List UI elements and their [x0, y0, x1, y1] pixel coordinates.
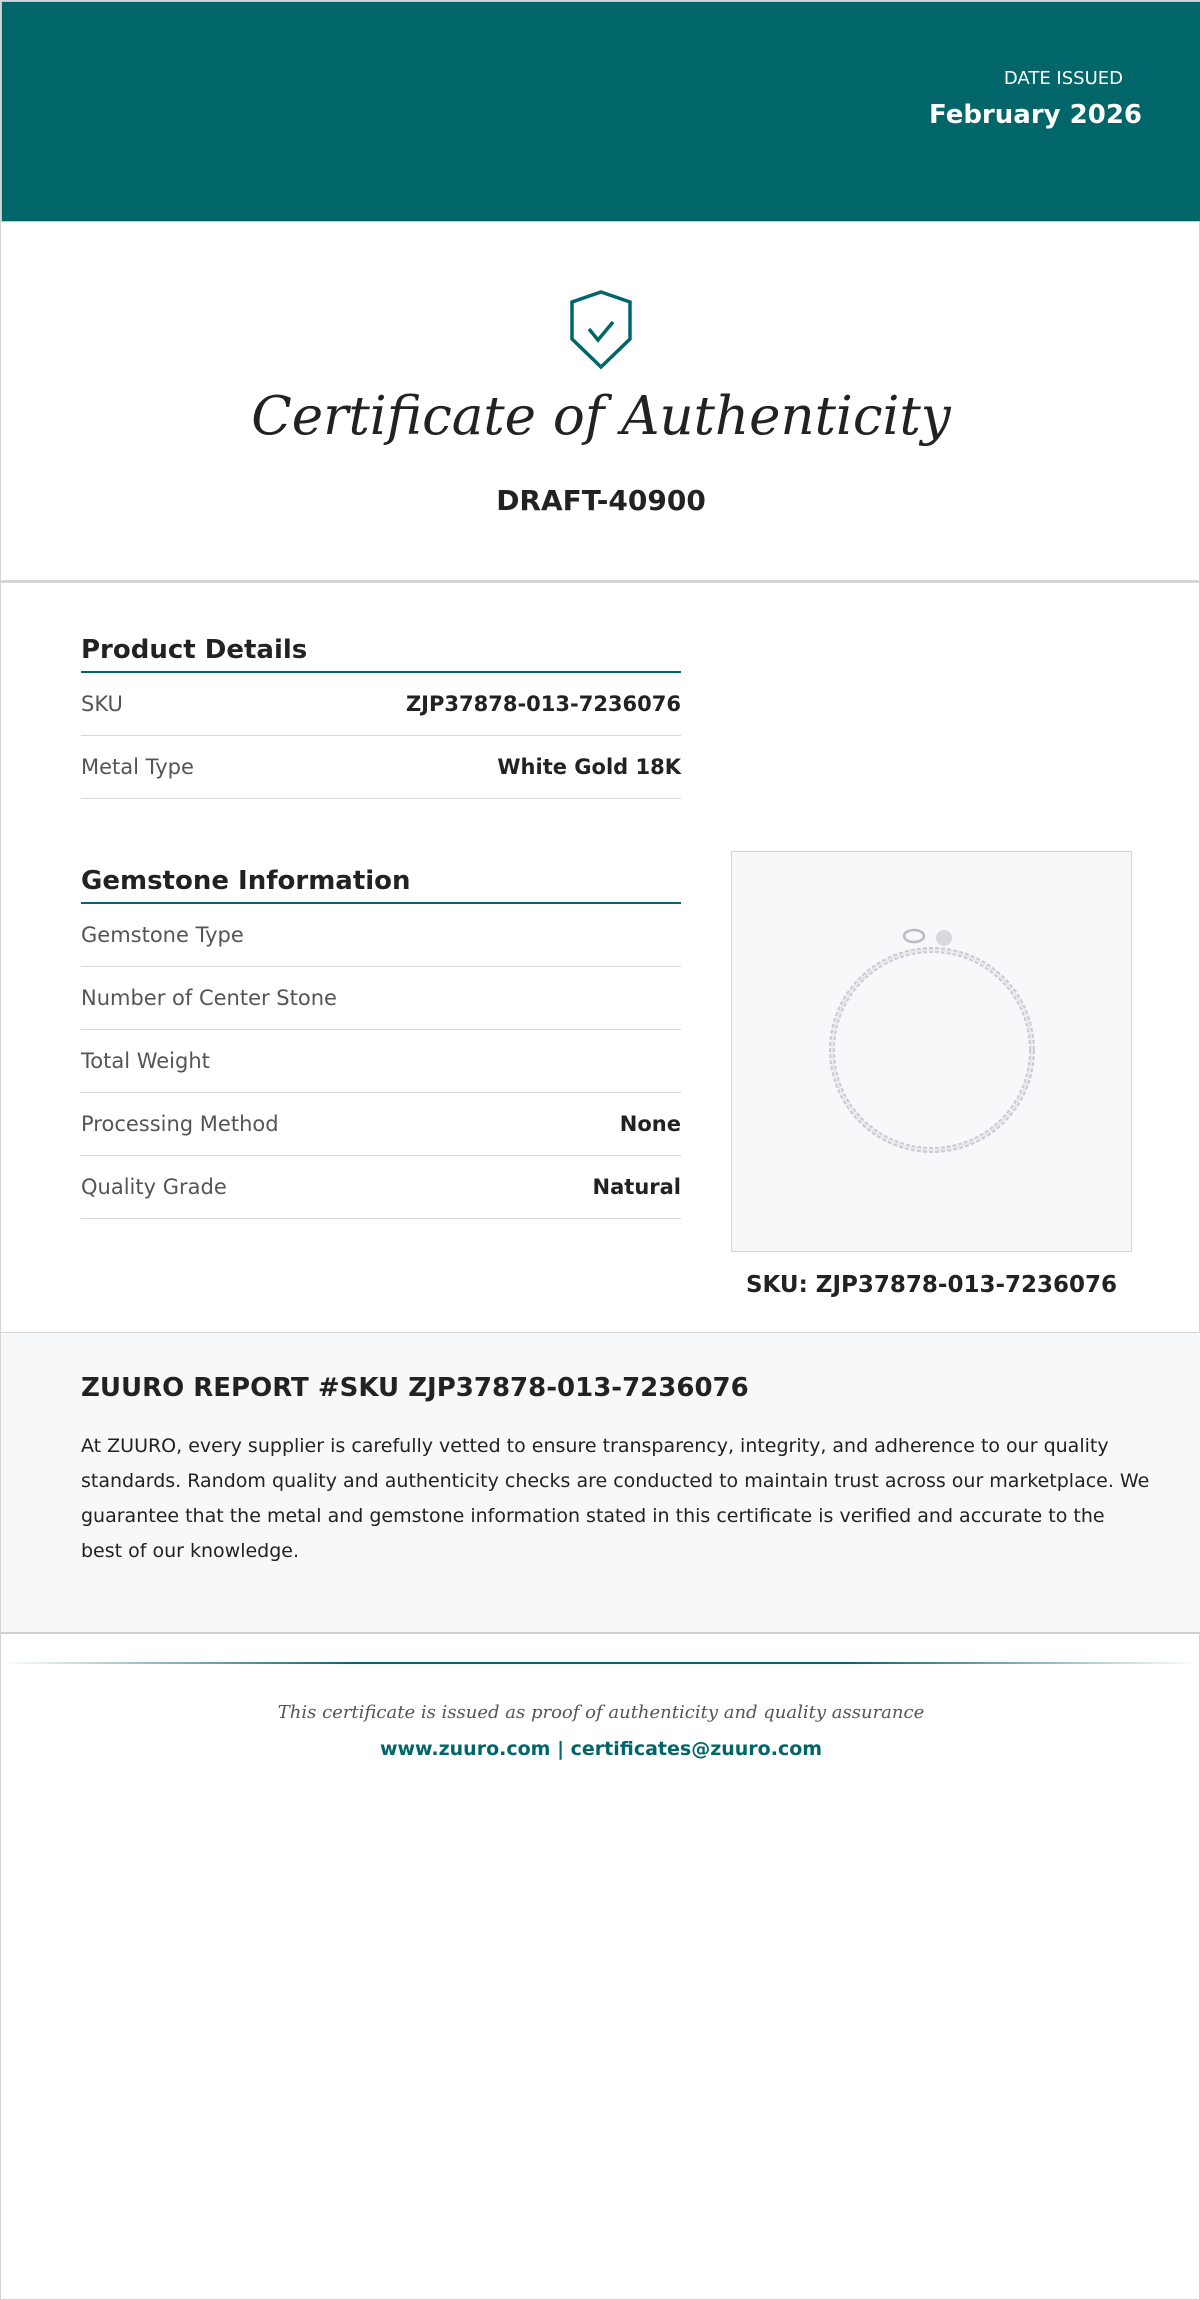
- row-value: White Gold 18K: [497, 755, 681, 779]
- footer-contact-link[interactable]: www.zuuro.com | certificates@zuuro.com: [379, 1738, 823, 1760]
- date-issued-value: February 2026: [928, 100, 1142, 130]
- detail-row: [81, 1030, 681, 1093]
- detail-row: [81, 673, 681, 736]
- row-label: SKU: [81, 692, 123, 716]
- detail-row: [81, 736, 681, 799]
- footer-divider: [1, 1662, 1200, 1664]
- section-heading: Product Details: [81, 623, 681, 673]
- section-heading: Gemstone Information: [81, 854, 681, 904]
- product-image: [731, 851, 1132, 1252]
- row-value: None: [619, 1112, 681, 1136]
- footer-tagline: This certificate is issued as proof of authenticity and quality assurance: [277, 1702, 925, 1723]
- gemstone-info-section: [81, 854, 681, 1219]
- report-heading: ZUURO REPORT #SKU ZJP37878-013-7236076: [81, 1373, 749, 1403]
- row-label: Quality Grade: [81, 1175, 227, 1199]
- row-label: Number of Center Stone: [81, 986, 337, 1010]
- report-body: At ZUURO, every supplier is carefully vetted to ensure transparency, integrity, and adherence to our quality standards. Random quality and authenticity checks are conducted to maintain trust across our marketplace. We guarantee that the metal and gemstone information stated in this certificate is verified and accurate to the best of our knowledge.: [81, 1435, 1150, 1562]
- date-issued-label: DATE ISSUED: [1003, 68, 1123, 89]
- divider: [1, 580, 1200, 583]
- certificate-id: DRAFT-40900: [496, 484, 706, 517]
- bracelet-image: [732, 852, 1131, 1251]
- row-label: Metal Type: [81, 755, 194, 779]
- shield-check-icon: [569, 289, 633, 369]
- detail-row: [81, 967, 681, 1030]
- image-caption: SKU: ZJP37878-013-7236076: [745, 1272, 1118, 1298]
- product-details-section: [81, 623, 681, 799]
- report-section: [1, 1332, 1200, 1634]
- row-label: Total Weight: [81, 1049, 210, 1073]
- page-title: Certificate of Authenticity: [251, 386, 951, 447]
- detail-row: [81, 904, 681, 967]
- detail-row: [81, 1093, 681, 1156]
- header-banner: [1, 1, 1200, 222]
- row-value: Natural: [592, 1175, 681, 1199]
- detail-row: [81, 1156, 681, 1219]
- row-label: Processing Method: [81, 1112, 279, 1136]
- row-value: ZJP37878-013-7236076: [405, 692, 681, 716]
- row-label: Gemstone Type: [81, 923, 244, 947]
